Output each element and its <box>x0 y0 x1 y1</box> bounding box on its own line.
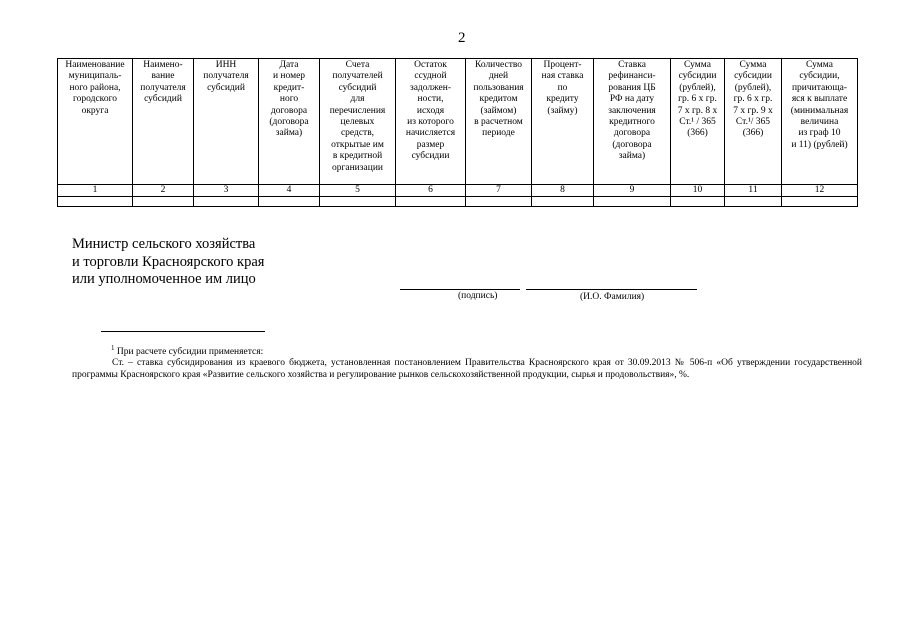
header-cell: Ставка рефинанси- рования ЦБ РФ на дату заключения кредитного договора (договора займа) <box>594 59 671 185</box>
signatory-line: Министр сельского хозяйства <box>72 236 256 252</box>
table-cell <box>725 197 782 207</box>
column-number-cell: 12 <box>782 185 858 197</box>
column-number-cell: 5 <box>320 185 396 197</box>
footnote-text: Ст. – ставка субсидирования из краевого бюджета, установленная постановлением Правительства Красноярского края от 30.09.2013 № 506-п «Об утверждении государственной программы Красноярского края «Развитие сельского хозяйства и регулирование рынков сельскохозяйственной продукции, сырья и продовольствия», %. <box>72 358 862 380</box>
name-line <box>526 289 697 290</box>
column-number-cell: 8 <box>532 185 594 197</box>
table-cell <box>194 197 259 207</box>
signature-caption: (подпись) <box>458 291 498 301</box>
header-cell: Процент- ная ставка по кредиту (займу) <box>532 59 594 185</box>
footnote-separator <box>101 331 265 332</box>
header-cell: Наимено- вание получателя субсидий <box>133 59 194 185</box>
header-cell: Остаток ссудной задолжен- ности, исходя из которого начисляется размер субсидии <box>396 59 466 185</box>
column-number-cell: 11 <box>725 185 782 197</box>
table-cell <box>259 197 320 207</box>
header-cell: Сумма субсидии (рублей), гр. 6 х гр. 7 х гр. 8 х Ст.¹ / 365 (366) <box>671 59 725 185</box>
table-cell <box>782 197 858 207</box>
page-number: 2 <box>458 30 466 46</box>
table-cell <box>133 197 194 207</box>
table-cell <box>671 197 725 207</box>
signature-line <box>400 289 520 290</box>
signatory-line: и торговли Красноярского края <box>72 253 265 270</box>
column-number-cell: 10 <box>671 185 725 197</box>
footnote-marker: 1 <box>111 344 115 352</box>
header-cell: Количество дней пользования кредитом (займом) в расчетном периоде <box>466 59 532 185</box>
table-cell <box>466 197 532 207</box>
header-cell: ИНН получателя субсидий <box>194 59 259 185</box>
column-number-cell: 7 <box>466 185 532 197</box>
subsidy-calculation-table <box>57 58 858 207</box>
footnote-intro <box>111 344 263 357</box>
table-cell <box>58 197 133 207</box>
column-number-cell: 1 <box>58 185 133 197</box>
table-cell <box>532 197 594 207</box>
column-number-cell: 9 <box>594 185 671 197</box>
header-cell: Сумма субсидии (рублей), гр. 6 х гр. 7 х гр. 9 х Ст.¹/ 365 (366) <box>725 59 782 185</box>
column-number-cell: 6 <box>396 185 466 197</box>
column-number-cell: 2 <box>133 185 194 197</box>
header-cell: Сумма субсидии, причитающа- яся к выплате (минимальная величина из граф 10 и 11) (рублей) <box>782 59 858 185</box>
name-caption: (И.О. Фамилия) <box>580 292 645 302</box>
header-cell: Наименование муниципаль- ного района, городского округа <box>58 59 133 185</box>
header-cell: Дата и номер кредит- ного договора (договора займа) <box>259 59 320 185</box>
footnote-intro-text: При расчете субсидии применяется: <box>116 347 264 358</box>
signatory-title <box>72 236 264 289</box>
column-number-cell: 3 <box>194 185 259 197</box>
empty-data-row <box>58 197 858 207</box>
table-cell <box>396 197 466 207</box>
table-cell <box>594 197 671 207</box>
signatory-line: или уполномоченное им лицо <box>72 271 256 287</box>
header-cell: Счета получателей субсидий для перечисления целевых средств, открытые им в кредитной организации <box>320 59 396 185</box>
table-cell <box>320 197 396 207</box>
column-number-cell: 4 <box>259 185 320 197</box>
column-number-row <box>58 185 858 197</box>
table-header-row <box>58 59 858 185</box>
